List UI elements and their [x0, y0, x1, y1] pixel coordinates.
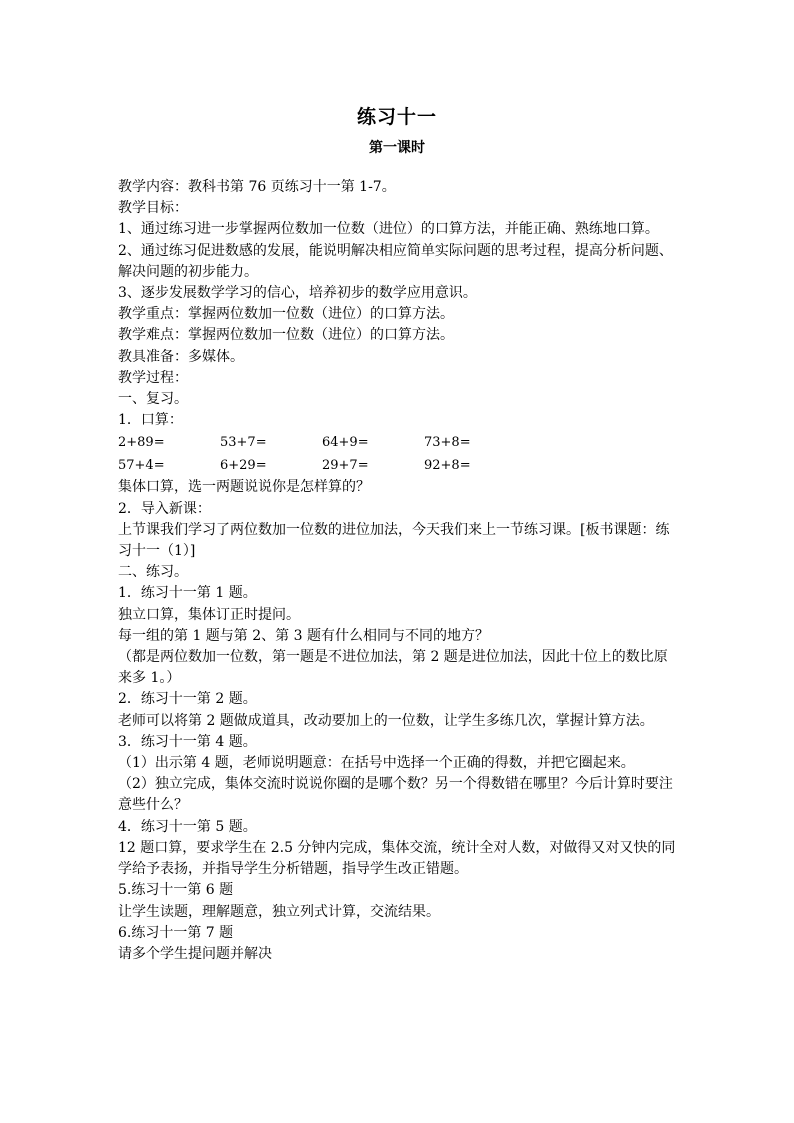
paragraph-materials: 教具准备：多媒体。 [118, 348, 244, 365]
paragraph-section-review: 一、复习。 [118, 391, 188, 408]
paragraph-text: 6.练习十一第 7 题 [118, 924, 234, 941]
paragraph-oral-calc: 1．口算： [118, 412, 183, 429]
paragraph-objectives-heading: 教学目标： [118, 200, 188, 217]
paragraph-text: 2．导入新课： [118, 500, 211, 517]
paragraph-content: 教学内容：教科书第 76 页练习十一第 1-7。 [118, 179, 396, 195]
paragraph-section-practice: 二、练习。 [118, 564, 188, 581]
calc-item: 29+7= [322, 458, 369, 474]
paragraph-text: 请多个学生提问题并解决 [118, 945, 272, 962]
paragraph-text: 2．练习十一第 2 题。 [118, 691, 257, 708]
document-body [118, 177, 678, 965]
paragraph-text: 上节课我们学习了两位数加一位数的进位加法，今天我们来上一节练习课。[板书课题：练习十一（1）] [118, 521, 670, 560]
paragraph-text: （2）独立完成，集体交流时说说你圈的是哪个数？另一个得数错在哪里？今后计算时要注意些什么？ [118, 776, 673, 814]
paragraph-difficulty: 教学难点：掌握两位数加一位数（进位）的口算方法。 [118, 327, 454, 344]
calc-item: 73+8= [424, 435, 471, 451]
calc-item: 53+7= [220, 435, 267, 451]
paragraph-text: 1．练习十一第 1 题。 [118, 585, 257, 602]
paragraph-text: （都是两位数加一位数，第一题是不进位加法，第 2 题是进位加法，因此十位上的数比原来多 1。） [118, 649, 668, 687]
paragraph-text: 独立口算，集体订正时提问。 [118, 606, 300, 623]
calc-item: 64+9= [322, 435, 369, 451]
paragraph-process-heading: 教学过程： [118, 369, 188, 386]
page-subtitle: 第一课时 [369, 140, 425, 156]
paragraph-text: 集体口算，选一两题说说你是怎样算的？ [118, 479, 370, 496]
calc-row [118, 431, 678, 454]
paragraph-objective-3: 3、逐步发展数学学习的信心，培养初步的数学应用意识。 [118, 285, 477, 302]
paragraph-text: 12 题口算，要求学生在 2.5 分钟内完成，集体交流，统计全对人数，对做得又对又快的同学给予表扬，并指导学生分析错题，指导学生改正错题。 [118, 839, 676, 878]
calc-item: 2+89= [118, 435, 165, 451]
paragraph-text: 让学生读题，理解题意，独立列式计算，交流结果。 [118, 903, 440, 920]
calc-item: 6+29= [220, 458, 267, 474]
calc-item: 92+8= [424, 458, 471, 474]
paragraph-text: 5.练习十一第 6 题 [118, 882, 234, 899]
paragraph-text: 每一组的第 1 题与第 2、第 3 题有什么相同与不同的地方？ [118, 627, 489, 644]
paragraph-text: （1）出示第 4 题，老师说明题意：在括号中选择一个正确的得数，并把它圈起来。 [118, 755, 635, 772]
paragraph-text: 4．练习十一第 5 题。 [118, 818, 257, 835]
paragraph-objective-2: 2、通过练习促进数感的发展，能说明解决相应简单实际问题的思考过程，提高分析问题、解决问题的初步能力。 [118, 242, 673, 280]
calc-row [118, 454, 678, 477]
paragraph-text: 老师可以将第 2 题做成道具，改动要加上的一位数，让学生多练几次，掌握计算方法。 [118, 712, 654, 729]
paragraph-key-point: 教学重点：掌握两位数加一位数（进位）的口算方法。 [118, 306, 454, 323]
page-title: 练习十一 [356, 106, 437, 128]
calc-item: 57+4= [118, 458, 165, 474]
paragraph-objective-1: 1、通过练习进一步掌握两位数加一位数（进位）的口算方法，并能正确、熟练地口算。 [118, 221, 659, 238]
paragraph-text: 3．练习十一第 4 题。 [118, 733, 257, 750]
